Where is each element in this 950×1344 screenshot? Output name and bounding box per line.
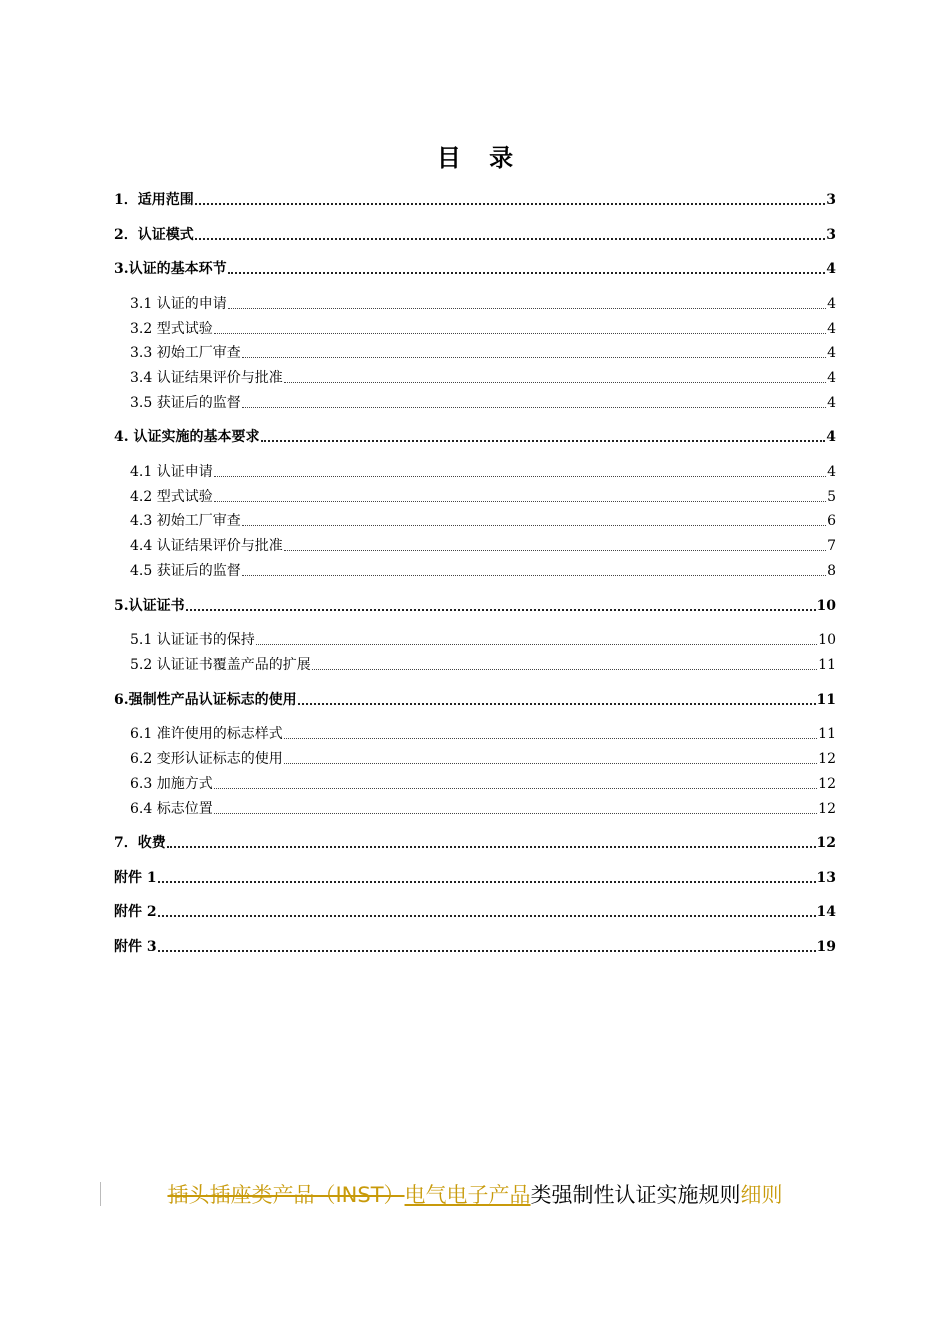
toc-entry[interactable] <box>130 294 836 314</box>
toc-dot-leader <box>228 272 826 274</box>
toc-entry-page-number: 11 <box>816 692 836 708</box>
toc-entry-label: 4.1 认证申请 <box>130 464 213 480</box>
toc-entry[interactable] <box>114 259 836 279</box>
toc-dot-leader <box>284 738 817 739</box>
toc-entry-label: 2．认证模式 <box>114 227 194 243</box>
toc-dot-leader <box>214 333 826 334</box>
toc-entry-page-number: 12 <box>818 801 836 817</box>
toc-dot-leader <box>242 525 826 526</box>
toc-dot-leader <box>195 203 826 205</box>
toc-entry[interactable] <box>114 596 836 616</box>
toc-entry[interactable] <box>114 937 836 957</box>
toc-entry[interactable] <box>130 774 836 794</box>
toc-entry-label: 4.4 认证结果评价与批准 <box>130 538 283 554</box>
toc-dot-leader <box>298 703 816 705</box>
toc-entry-label: 6.2 变形认证标志的使用 <box>130 751 283 767</box>
toc-entry[interactable] <box>130 536 836 556</box>
toc-entry-page-number: 14 <box>816 904 836 920</box>
toc-dot-leader <box>261 440 826 442</box>
footer-tail-text: 细则 <box>740 1183 783 1207</box>
toc-entry[interactable] <box>130 561 836 581</box>
toc-entry-label: 附件 1 <box>114 870 157 886</box>
toc-entry-page-number: 6 <box>827 513 836 529</box>
toc-entry-page-number: 7 <box>827 538 836 554</box>
toc-dot-leader <box>242 407 826 408</box>
toc-entry[interactable] <box>114 902 836 922</box>
toc-entry[interactable] <box>114 690 836 710</box>
toc-entry[interactable] <box>130 462 836 482</box>
toc-entry-page-number: 4 <box>827 464 836 480</box>
toc-dot-leader <box>284 382 826 383</box>
toc-entry-page-number: 10 <box>816 598 836 614</box>
toc-entry[interactable] <box>114 225 836 245</box>
toc-entry-label: 6.1 准许使用的标志样式 <box>130 726 283 742</box>
toc-dot-leader <box>195 238 826 240</box>
toc-entry-label: 5.2 认证证书覆盖产品的扩展 <box>130 657 311 673</box>
toc-entry-page-number: 4 <box>827 370 836 386</box>
toc-dot-leader <box>214 788 817 789</box>
page-title: 目 录 <box>436 143 524 172</box>
toc-dot-leader <box>158 881 816 883</box>
toc-entry-page-number: 3 <box>826 227 836 243</box>
toc-entry-page-number: 12 <box>816 835 836 851</box>
toc-entry-label: 附件 2 <box>114 904 157 920</box>
toc-entry[interactable] <box>130 630 836 650</box>
toc-dot-leader <box>242 575 826 576</box>
toc-dot-leader <box>214 501 826 502</box>
toc-entry[interactable] <box>130 799 836 819</box>
toc-entry[interactable] <box>130 319 836 339</box>
toc-entry-label: 附件 3 <box>114 939 157 955</box>
toc-entry[interactable] <box>130 511 836 531</box>
toc-entry-page-number: 5 <box>827 489 836 505</box>
toc-entry-page-number: 13 <box>816 870 836 886</box>
toc-dot-leader <box>158 950 816 952</box>
toc-dot-leader <box>312 669 817 670</box>
toc-entry[interactable] <box>130 393 836 413</box>
toc-entry[interactable] <box>114 833 836 853</box>
toc-entry-page-number: 12 <box>818 751 836 767</box>
toc-entry-label: 7．收费 <box>114 835 166 851</box>
toc-entry[interactable] <box>114 427 836 447</box>
toc-entry[interactable] <box>130 724 836 744</box>
toc-entry-label: 3.1 认证的申请 <box>130 296 227 312</box>
toc-entry-label: 6.4 标志位置 <box>130 801 213 817</box>
toc-entry-page-number: 4 <box>827 321 836 337</box>
toc-entry-page-number: 19 <box>816 939 836 955</box>
toc-entry-page-number: 4 <box>827 395 836 411</box>
toc-dot-leader <box>158 915 816 917</box>
toc-entry-page-number: 4 <box>827 345 836 361</box>
toc-dot-leader <box>214 476 826 477</box>
toc-dot-leader <box>167 846 816 848</box>
toc-entry-label: 4.5 获证后的监督 <box>130 563 241 579</box>
toc-entry[interactable] <box>130 749 836 769</box>
toc-entry[interactable] <box>130 368 836 388</box>
toc-entry-page-number: 12 <box>818 776 836 792</box>
toc-entry-label: 3.5 获证后的监督 <box>130 395 241 411</box>
footer-deleted-text: 插头插座类产品（INST） <box>167 1183 405 1207</box>
toc-dot-leader <box>284 763 817 764</box>
toc-entry-page-number: 4 <box>826 429 836 445</box>
toc-entry-label: 6.3 加施方式 <box>130 776 213 792</box>
toc-entry-label: 4.3 初始工厂审查 <box>130 513 241 529</box>
toc-entry[interactable] <box>114 190 836 210</box>
toc-entry-label: 4. 认证实施的基本要求 <box>114 429 260 445</box>
toc-entry-label: 5.认证证书 <box>114 598 185 614</box>
toc-entry-label: 3.2 型式试验 <box>130 321 213 337</box>
toc-entry-label: 3.4 认证结果评价与批准 <box>130 370 283 386</box>
toc-entry[interactable] <box>114 868 836 888</box>
toc-dot-leader <box>242 357 826 358</box>
toc-entry-label: 4.2 型式试验 <box>130 489 213 505</box>
toc-dot-leader <box>284 550 826 551</box>
toc-entry-page-number: 3 <box>826 192 836 208</box>
toc-entry-label: 3.认证的基本环节 <box>114 261 227 277</box>
toc-entry[interactable] <box>130 487 836 507</box>
toc-entry-page-number: 11 <box>818 657 836 673</box>
toc-entry[interactable] <box>130 655 836 675</box>
toc-entry-label: 1．适用范围 <box>114 192 194 208</box>
toc-dot-leader <box>186 609 816 611</box>
toc-entry-page-number: 4 <box>827 296 836 312</box>
toc-entry-label: 3.3 初始工厂审查 <box>130 345 241 361</box>
toc-entry-label: 5.1 认证证书的保持 <box>130 632 255 648</box>
footer-plain-text: 类强制性认证实施规则 <box>530 1183 741 1207</box>
toc-entry-page-number: 10 <box>818 632 836 648</box>
toc-entry[interactable] <box>130 343 836 363</box>
footer-inserted-text: 电气电子产品 <box>404 1183 531 1207</box>
toc-entry-page-number: 11 <box>818 726 836 742</box>
page-footer <box>0 1180 950 1210</box>
toc-entry-page-number: 4 <box>826 261 836 277</box>
toc-dot-leader <box>214 813 817 814</box>
toc-entry-label: 6.强制性产品认证标志的使用 <box>114 692 297 708</box>
toc-dot-leader <box>228 308 826 309</box>
toc-dot-leader <box>256 644 817 645</box>
toc-entry-page-number: 8 <box>827 563 836 579</box>
